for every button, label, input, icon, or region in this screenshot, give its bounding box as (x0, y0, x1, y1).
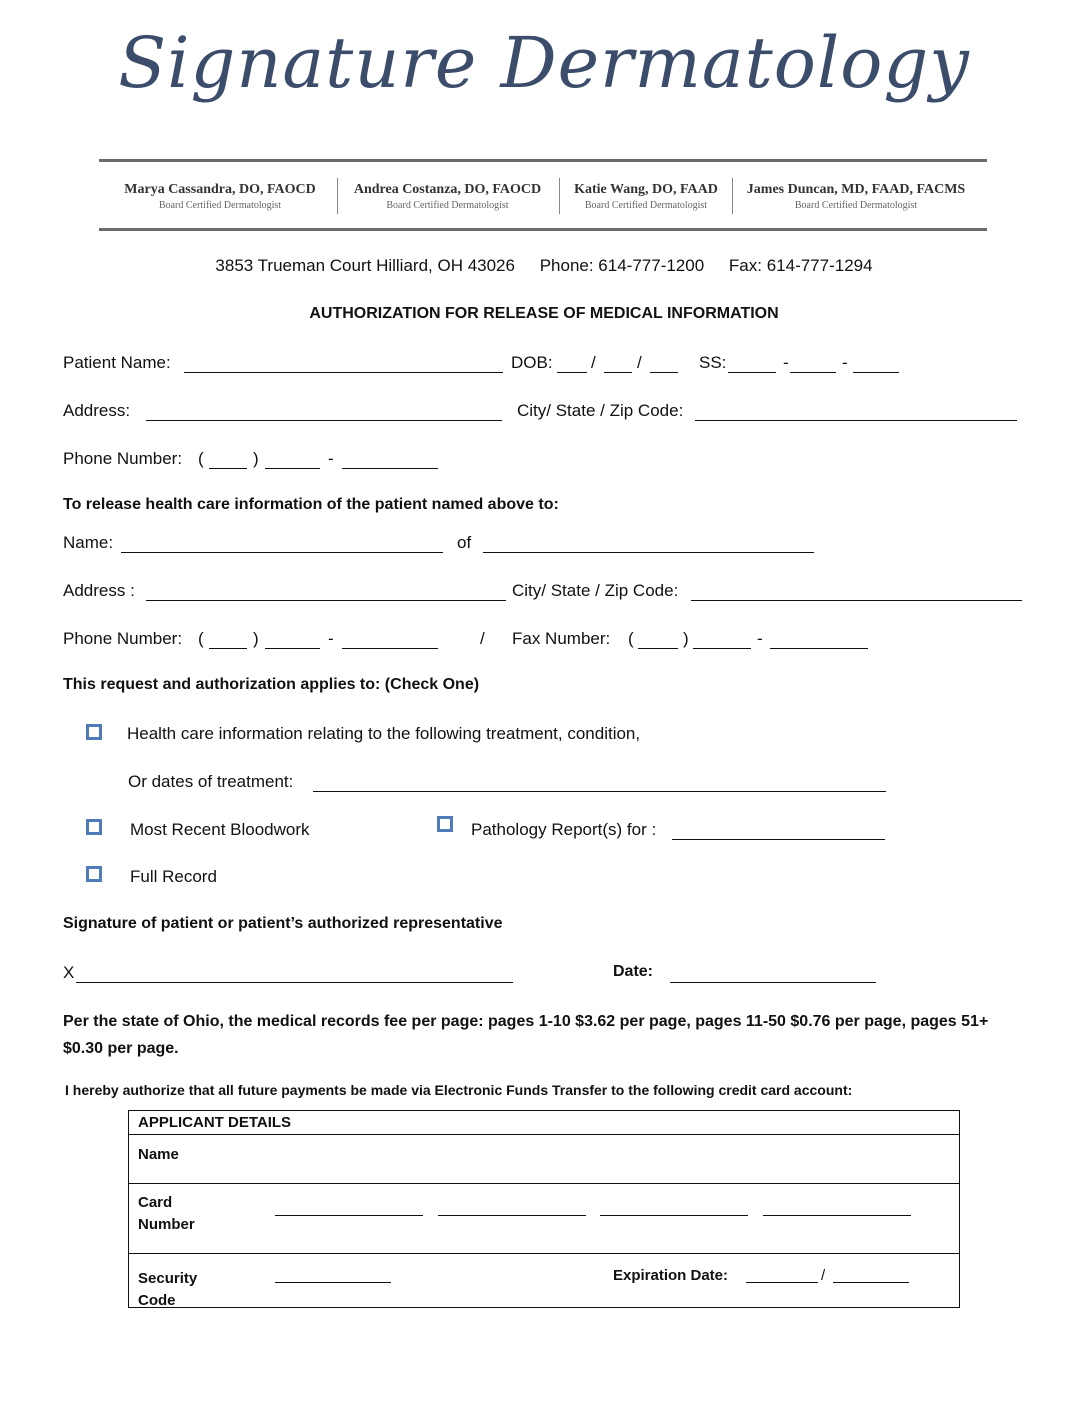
doctor-4 (734, 182, 978, 211)
paren-open: ( (198, 449, 204, 468)
phone-area-field[interactable] (209, 468, 247, 469)
name-row (129, 1135, 959, 1184)
dob-day-field[interactable] (604, 372, 632, 373)
doctor-name: Katie Wang, DO, FAAD (574, 182, 718, 197)
recipient-address-field[interactable] (146, 600, 506, 601)
fax-line-field[interactable] (770, 648, 868, 649)
pathology-label: Pathology Report(s) for : (471, 820, 657, 839)
paren-open: ( (628, 629, 634, 648)
fax-prefix-field[interactable] (693, 648, 751, 649)
card-number-label: Card Number (138, 1194, 195, 1233)
clinic-fax: Fax: 614-777-1294 (728, 256, 873, 275)
recipient-phone-prefix-field[interactable] (265, 648, 320, 649)
phone-separator: - (328, 629, 334, 648)
ss-separator: - (842, 353, 848, 372)
signature-field[interactable] (76, 982, 513, 983)
of-label: of (457, 533, 472, 552)
recipient-phone-line-field[interactable] (342, 648, 438, 649)
city-field[interactable] (695, 420, 1017, 421)
recipient-phone-area-field[interactable] (209, 648, 247, 649)
dob-separator: / (591, 353, 596, 372)
dob-year-field[interactable] (650, 372, 678, 373)
card-number-group-4[interactable] (763, 1215, 911, 1216)
city-label: City/ State / Zip Code: (517, 401, 684, 420)
header-rule-bottom (99, 228, 987, 231)
doctor-2 (340, 182, 555, 211)
doctor-title: Board Certified Dermatologist (584, 200, 708, 211)
expiration-separator: / (821, 1267, 826, 1284)
divider (559, 178, 560, 214)
divider (732, 178, 733, 214)
release-heading: To release health care information of the patient named above to: (63, 496, 559, 513)
doctor-title: Board Certified Dermatologist (794, 200, 918, 211)
address-field[interactable] (146, 420, 502, 421)
security-code-label: Security Code (138, 1270, 198, 1309)
phone-label: Phone Number: (63, 449, 183, 468)
eft-text: I hereby authorize that all future payments be made via Electronic Funds Transfer to the following credit card account: (65, 1082, 853, 1098)
dob-separator: / (637, 353, 642, 372)
signature-x: X (63, 963, 75, 982)
fax-label: Fax Number: (512, 629, 611, 648)
table-header-row (129, 1111, 959, 1135)
applies-heading: This request and authorization applies to: (Check One) (63, 676, 480, 693)
treatment-dates-label: Or dates of treatment: (128, 772, 294, 791)
dob-label: DOB: (511, 353, 553, 372)
logo: Signature Dermatology (118, 22, 970, 104)
doctor-title: Board Certified Dermatologist (158, 200, 282, 211)
paren-close: ) (253, 629, 259, 648)
ss-part1-field[interactable] (728, 372, 776, 373)
expiration-label: Expiration Date: (613, 1267, 729, 1284)
pathology-checkbox[interactable] (437, 816, 453, 832)
divider (337, 178, 338, 214)
pathology-field[interactable] (672, 839, 885, 840)
date-field[interactable] (670, 982, 876, 983)
table-header: APPLICANT DETAILS (138, 1114, 292, 1131)
health-info-checkbox[interactable] (86, 724, 102, 740)
expiration-month-field[interactable] (746, 1282, 818, 1283)
signature-heading: Signature of patient or patient’s authorized representative (63, 915, 503, 932)
bloodwork-label: Most Recent Bloodwork (130, 820, 310, 839)
ss-part3-field[interactable] (853, 372, 899, 373)
ss-part2-field[interactable] (790, 372, 836, 373)
doctor-title: Board Certified Dermatologist (386, 200, 509, 211)
card-number-group-1[interactable] (275, 1215, 423, 1216)
doctor-name: Marya Cassandra, DO, FAOCD (124, 182, 316, 197)
health-info-label: Health care information relating to the following treatment, condition, (127, 724, 641, 743)
paren-open: ( (198, 629, 204, 648)
ss-label: SS: (699, 353, 727, 372)
slash-separator: / (480, 629, 485, 648)
clinic-address: 3853 Trueman Court Hilliard, OH 43026 (215, 256, 515, 275)
bloodwork-checkbox[interactable] (86, 819, 102, 835)
paren-close: ) (683, 629, 689, 648)
applicant-details-table (128, 1110, 960, 1308)
full-record-checkbox[interactable] (86, 866, 102, 882)
phone-line-field[interactable] (342, 468, 438, 469)
recipient-name-field[interactable] (121, 552, 443, 553)
recipient-city-field[interactable] (691, 600, 1022, 601)
doctor-1 (100, 182, 340, 211)
doctor-3 (562, 182, 730, 211)
phone-prefix-field[interactable] (265, 468, 320, 469)
applicant-name-label: Name (138, 1146, 179, 1163)
recipient-address-label: Address : (63, 581, 135, 600)
phone-separator: - (328, 449, 334, 468)
fax-area-field[interactable] (638, 648, 678, 649)
header-rule-top (99, 159, 987, 162)
recipient-name-label: Name: (63, 533, 114, 552)
recipient-city-label: City/ State / Zip Code: (512, 581, 679, 600)
fax-separator: - (757, 629, 763, 648)
expiration-year-field[interactable] (833, 1282, 909, 1283)
date-label: Date: (613, 963, 654, 980)
recipient-org-field[interactable] (483, 552, 814, 553)
address-label: Address: (63, 401, 131, 420)
treatment-dates-field[interactable] (313, 791, 886, 792)
dob-month-field[interactable] (557, 372, 587, 373)
paren-close: ) (253, 449, 259, 468)
doctor-name: James Duncan, MD, FAAD, FACMS (746, 182, 966, 197)
fee-text: Per the state of Ohio, the medical records fee per page: pages 1-10 $3.62 per page, pages 11-50 $0.76 per page, pages 51+ $0.30 per page. (63, 1013, 989, 1057)
recipient-phone-label: Phone Number: (63, 629, 183, 648)
patient-name-label: Patient Name: (63, 353, 171, 372)
doctor-name: Andrea Costanza, DO, FAOCD (353, 182, 542, 197)
security-code-field[interactable] (275, 1282, 391, 1283)
form-title: AUTHORIZATION FOR RELEASE OF MEDICAL INFORMATION (309, 305, 779, 322)
card-number-group-3[interactable] (600, 1215, 748, 1216)
contact-line (0, 256, 1088, 276)
card-number-group-2[interactable] (438, 1215, 586, 1216)
ss-separator: - (783, 353, 789, 372)
clinic-phone: Phone: 614-777-1200 (539, 256, 705, 275)
card-row (129, 1184, 959, 1254)
full-record-label: Full Record (130, 867, 217, 886)
patient-name-field[interactable] (184, 372, 503, 373)
